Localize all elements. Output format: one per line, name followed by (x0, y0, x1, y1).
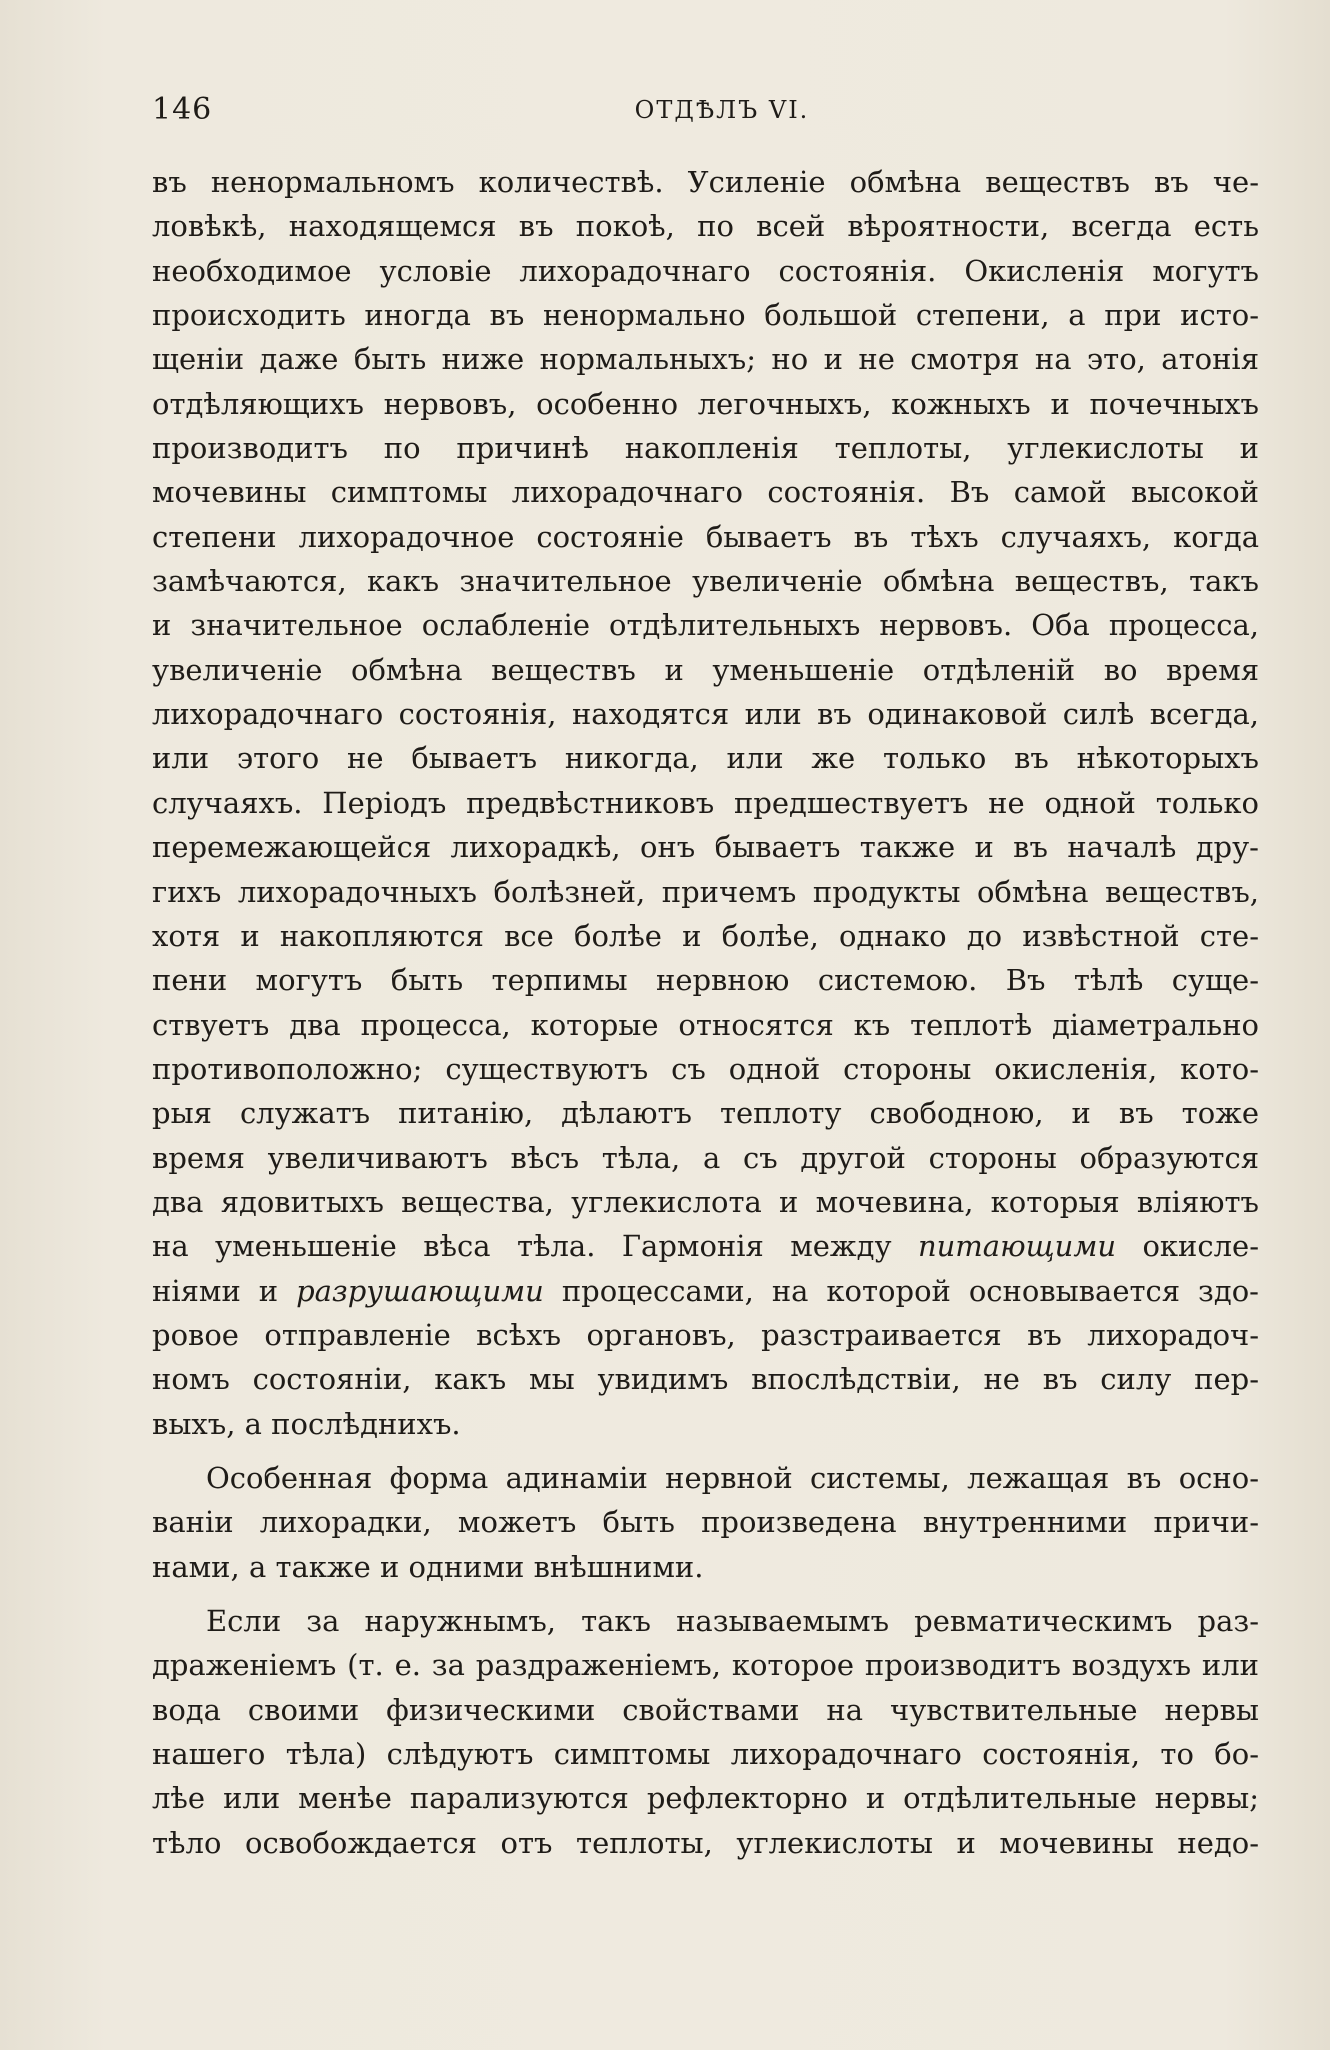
paragraph-3 (152, 1599, 1259, 1865)
section-title: ОТДѢЛЪ VI. (634, 96, 810, 124)
text-line: перемежающейся лихорадкѣ, онъ бываетъ также и въ началѣ дру- (152, 830, 1259, 865)
text-line: отдѣляющихъ нервовъ, особенно легочныхъ, кожныхъ и почечныхъ (152, 386, 1259, 421)
text-line: тѣло освобождается отъ теплоты, углекислоты и мочевины недо- (152, 1825, 1259, 1860)
text-line: противоположно; существуютъ съ одной стороны окисленія, кото- (152, 1051, 1259, 1086)
text-line: и значительное ослабленіе отдѣлительныхъ нервовъ. Оба процесса, (152, 608, 1259, 643)
text-line: въ ненормальномъ количествѣ. Усиленіе обмѣна веществъ въ че- (152, 165, 1259, 199)
text-line: лѣе или менѣе парализуются рефлекторно и отдѣлительные нервы; (152, 1781, 1259, 1816)
paragraph-gap (152, 1589, 1259, 1599)
page-number: 146 (152, 92, 213, 127)
text-line: пени могутъ быть терпимы нервною системою. Въ тѣлѣ суще- (152, 963, 1259, 998)
text-line: драженіемъ (т. е. за раздраженіемъ, которое производитъ воздухъ или (152, 1648, 1259, 1683)
text-line: увеличеніе обмѣна веществъ и уменьшеніе отдѣленій во время (152, 652, 1259, 687)
text-line: номъ состояніи, какъ мы увидимъ впослѣдствіи, не въ силу пер- (152, 1362, 1259, 1397)
text-line: время увеличиваютъ вѣсъ тѣла, а съ другой стороны образуются (152, 1140, 1259, 1175)
paragraph-2 (152, 1456, 1259, 1589)
text-line: ствуетъ два процесса, которые относятся къ теплотѣ діаметрально (152, 1007, 1259, 1042)
body-text (152, 160, 1259, 1865)
text-line: нами, а также и одними внѣшними. (152, 1549, 704, 1584)
text-line: ловѣкѣ, находящемся въ покоѣ, по всей вѣроятности, всегда есть (152, 209, 1259, 244)
emphasized-word: разрушающими (296, 1273, 544, 1308)
text-line: щеніи даже быть ниже нормальныхъ; но и не смотря на это, атонія (152, 342, 1259, 377)
text-line: или этого не бываетъ никогда, или же только въ нѣкоторыхъ (152, 741, 1259, 776)
text-line: ваніи лихорадки, можетъ быть произведена внутренними причи- (152, 1505, 1259, 1540)
text-line: хотя и накопляются все болѣе и болѣе, однако до извѣстной сте- (152, 918, 1259, 953)
text-line: степени лихорадочное состояніе бываетъ въ тѣхъ случаяхъ, когда (152, 519, 1259, 554)
text-line: происходить иногда въ ненормально большой степени, а при исто- (152, 298, 1259, 333)
text-line: ровое отправленіе всѣхъ органовъ, разстраивается въ лихорадоч- (152, 1317, 1259, 1352)
text-line: Особенная форма адинаміи нервной системы, лежащая въ осно- (206, 1460, 1259, 1495)
text-line: нашего тѣла) слѣдуютъ симптомы лихорадочнаго состоянія, то бо- (152, 1737, 1259, 1772)
text-line: производитъ по причинѣ накопленія теплоты, углекислоты и (152, 431, 1259, 466)
paragraph-gap (152, 1446, 1259, 1456)
paragraph-1 (152, 160, 1259, 1446)
text-line-with-emphasis: на уменьшеніе вѣса тѣла. Гармонія между питающими окисле- (152, 1229, 1259, 1264)
text-line: замѣчаются, какъ значительное увеличеніе обмѣна веществъ, такъ (152, 564, 1259, 599)
text-line: два ядовитыхъ вещества, углекислота и мочевина, которыя вліяютъ (152, 1184, 1259, 1219)
text-line: гихъ лихорадочныхъ болѣзней, причемъ продукты обмѣна веществъ, (152, 874, 1259, 909)
running-head (152, 92, 1252, 132)
text-line: Если за наружнымъ, такъ называемымъ ревматическимъ раз- (206, 1604, 1259, 1638)
text-line: лихорадочнаго состоянія, находятся или въ одинаковой силѣ всегда, (152, 697, 1259, 732)
emphasized-word: питающими (917, 1229, 1117, 1264)
text-line: случаяхъ. Періодъ предвѣстниковъ предшествуетъ не одной только (152, 785, 1259, 820)
text-line: вода своими физическими свойствами на чувствительные нервы (152, 1692, 1259, 1727)
text-line: мочевины симптомы лихорадочнаго состоянія. Въ самой высокой (152, 475, 1259, 510)
text-line: выхъ, а послѣднихъ. (152, 1406, 461, 1441)
text-line: рыя служатъ питанію, дѣлаютъ теплоту свободною, и въ тоже (152, 1096, 1259, 1131)
text-line-with-emphasis: ніями и разрушающими процессами, на которой основывается здо- (152, 1273, 1259, 1308)
text-line: необходимое условіе лихорадочнаго состоянія. Окисленія могутъ (152, 253, 1259, 288)
